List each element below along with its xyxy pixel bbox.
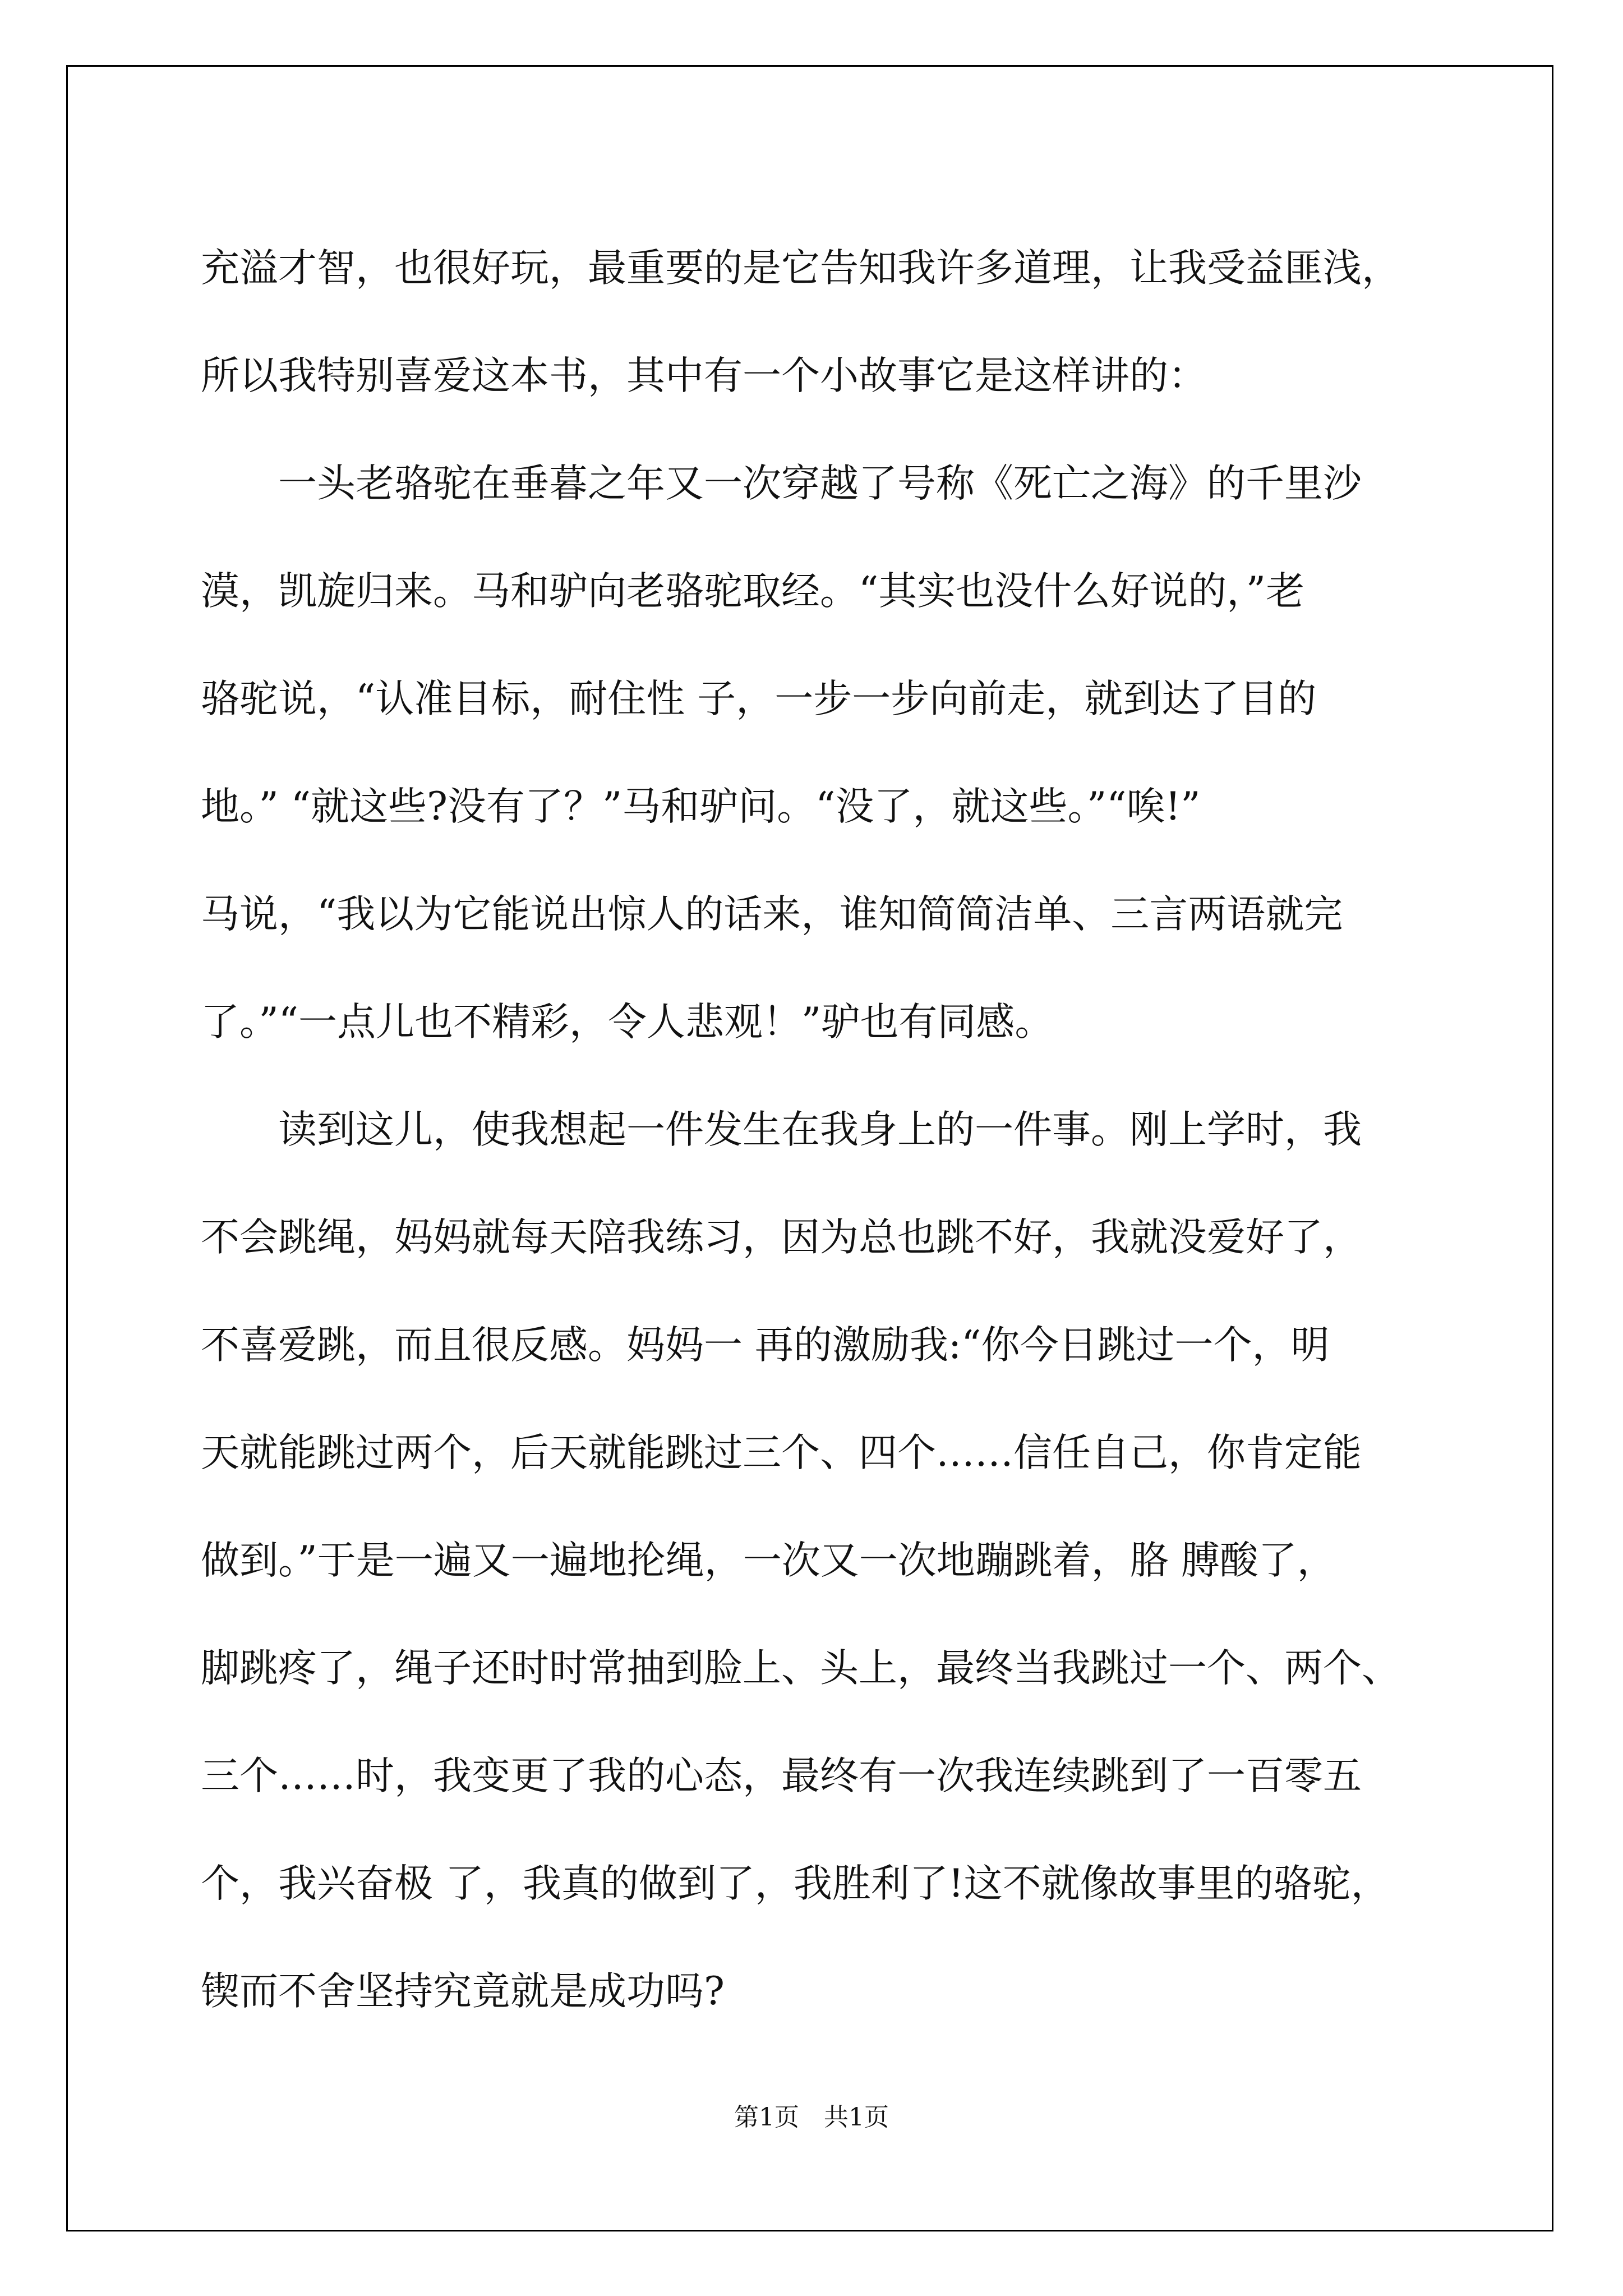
page-number: 第1页 共1页 [734, 2103, 889, 2132]
text-line: 漠，凯旋归来。马和驴向老骆驼取经。“其实也没什么好说的，”老 [201, 569, 1305, 614]
text-line: 了。”“一点儿也不精彩，令人悲观！”驴也有同感。 [201, 1000, 1054, 1045]
document-body [201, 214, 1451, 2045]
text-line: 不会跳绳，妈妈就每天陪我练习，因为总也跳不好，我就没爱好了， [201, 1215, 1362, 1260]
text-line: 充溢才智，也很好玩，最重要的是它告知我许多道理，让我受益匪浅， [201, 246, 1400, 291]
text-line: 骆驼说，“认准目标，耐住性 子，一步一步向前走，就到达了目的 [201, 677, 1317, 721]
text-line: 锲而不舍坚持究竟就是成功吗? [201, 1969, 725, 2014]
text-line: 做到。”于是一遍又一遍地抡绳，一次又一次地蹦跳着，胳 膊酸了， [201, 1538, 1336, 1583]
text-line: 不喜爱跳，而且很反感。妈妈一 再的激励我:“你今日跳过一个，明 [201, 1323, 1330, 1368]
text-line: 个，我兴奋极 了，我真的做到了，我胜利了!这不就像故事里的骆驼， [201, 1861, 1390, 1906]
text-line: 脚跳疼了，绳子还时时常抽到脸上、头上，最终当我跳过一个、两个、 [201, 1646, 1400, 1691]
text-line: 三个……时，我变更了我的心态，最终有一次我连续跳到了一百零五 [201, 1754, 1362, 1798]
text-line: 天就能跳过两个，后天就能跳过三个、四个……信任自己，你肯定能 [201, 1430, 1362, 1475]
text-line: 所以我特别喜爱这本书，其中有一个小故事它是这样讲的： [201, 353, 1207, 398]
text-line: 读到这儿，使我想起一件发生在我身上的一件事。刚上学时，我 [201, 1107, 1362, 1152]
text-line: 马说，“我以为它能说出惊人的话来，谁知简简洁单、三言两语就完 [201, 892, 1343, 937]
text-line: 一头老骆驼在垂暮之年又一次穿越了号称《死亡之海》的千里沙 [201, 461, 1362, 506]
text-line: 地。” “就这些?没有了？”马和驴问。“没了，就这些。”“唉!” [201, 784, 1201, 829]
